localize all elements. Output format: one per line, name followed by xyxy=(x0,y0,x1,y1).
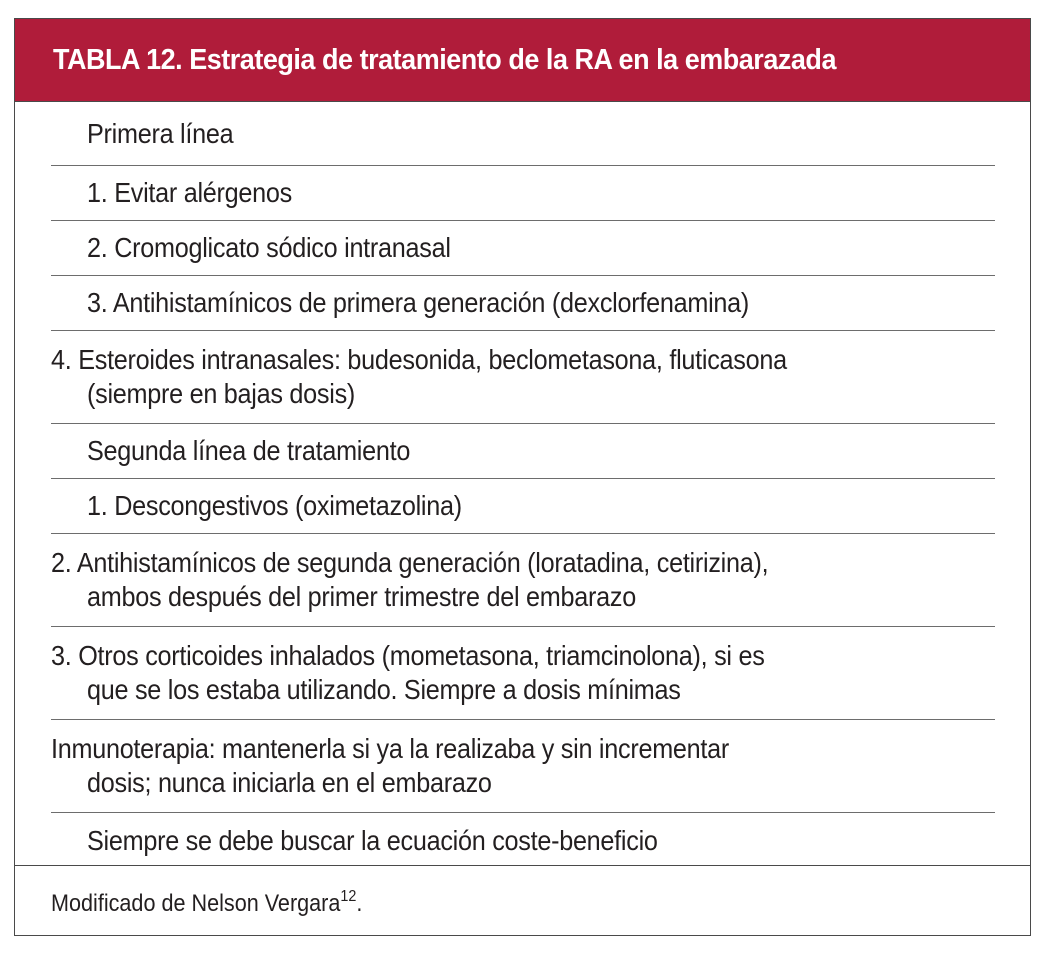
row-text-continuation: (siempre en bajas dosis) xyxy=(87,378,356,409)
row-text: 2. Cromoglicato sódico intranasal xyxy=(87,232,451,263)
treatment-table xyxy=(14,18,1031,936)
table-row-primera-linea xyxy=(51,102,995,166)
row-text: Inmunoterapia: mantenerla si ya la realizaba y sin incrementar xyxy=(51,733,730,764)
table-body xyxy=(51,102,995,868)
table-row-descongestivos xyxy=(51,479,995,534)
footnote-reference: 12 xyxy=(340,888,357,905)
table-row-antihistaminicos-segunda xyxy=(51,534,995,627)
table-row-antihistaminicos-primera xyxy=(51,276,995,331)
table-row-coste-beneficio xyxy=(51,813,995,868)
table-row-segunda-linea xyxy=(51,424,995,479)
row-text: Siempre se debe buscar la ecuación coste-beneficio xyxy=(87,824,658,856)
row-text-continuation: ambos después del primer trimestre del embarazo xyxy=(87,581,636,612)
row-text: 3. Otros corticoides inhalados (mometasona, triamcinolona), si es xyxy=(51,640,765,671)
row-text-continuation: que se los estaba utilizando. Siempre a dosis mínimas xyxy=(87,674,681,705)
footnote-text: Modificado de Nelson Vergara xyxy=(51,890,341,917)
table-row-evitar-alergenos xyxy=(51,166,995,221)
table-header xyxy=(15,19,1030,102)
row-text: Segunda línea de tratamiento xyxy=(87,435,411,466)
row-text: 3. Antihistamínicos de primera generación (dexclorfenamina) xyxy=(87,287,750,318)
table-row-cromoglicato xyxy=(51,221,995,276)
table-row-inmunoterapia xyxy=(51,720,995,813)
table-row-esteroides-intranasales xyxy=(51,331,995,424)
footnote-suffix: . xyxy=(356,890,363,917)
table-footnote xyxy=(51,875,362,926)
footer-divider xyxy=(15,865,1030,866)
row-text: 1. Evitar alérgenos xyxy=(87,177,292,208)
table-row-otros-corticoides xyxy=(51,627,995,720)
row-text: Primera línea xyxy=(87,117,234,149)
table-title: TABLA 12. Estrategia de tratamiento de la RA en la embarazada xyxy=(53,43,836,76)
row-text: 2. Antihistamínicos de segunda generación (loratadina, cetirizina), xyxy=(51,547,769,578)
row-text: 4. Esteroides intranasales: budesonida, beclometasona, fluticasona xyxy=(51,344,787,375)
row-text-continuation: dosis; nunca iniciarla en el embarazo xyxy=(87,767,492,798)
row-text: 1. Descongestivos (oximetazolina) xyxy=(87,490,462,521)
